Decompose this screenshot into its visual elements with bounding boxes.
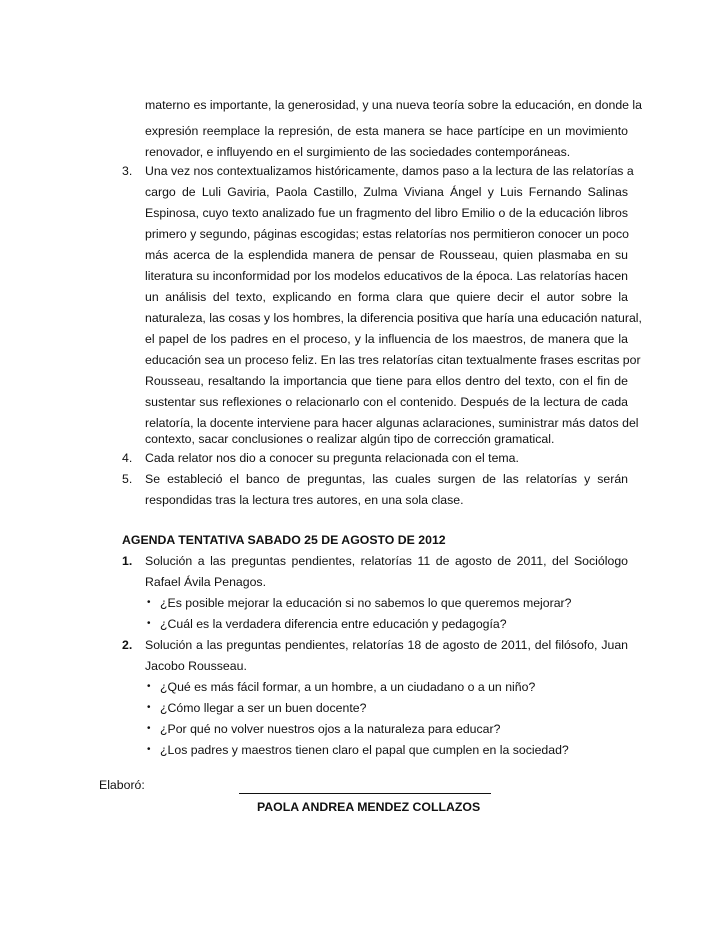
item-3-line: Rousseau, resaltando la importancia que tiene para ellos dentro del texto, con el fin de	[145, 374, 628, 388]
agenda-item-1-line: Rafael Ávila Penagos.	[145, 575, 266, 589]
item-3-line: Espinosa, cuyo texto analizado fue un fragmento del libro Emilio o de la educación libros	[145, 206, 628, 220]
bullet-icon: •	[147, 744, 151, 755]
item-number: 4.	[122, 451, 133, 465]
agenda-question: ¿Cómo llegar a ser un buen docente?	[160, 701, 367, 715]
item-5-line: Se estableció el banco de preguntas, las cuales surgen de las relatorías y serán	[145, 472, 628, 486]
item-3-line: primero y segundo, páginas escogidas; estas relatorías nos permitieron conocer un poco	[145, 227, 629, 241]
agenda-item-1-line: Solución a las preguntas pendientes, relatorías 11 de agosto de 2011, del Sociólogo	[145, 554, 628, 568]
item-4-line: Cada relator nos dio a conocer su pregunta relacionada con el tema.	[145, 451, 519, 465]
bullet-icon: •	[147, 681, 151, 692]
agenda-question: ¿Por qué no volver nuestros ojos a la naturaleza para educar?	[160, 722, 501, 736]
item-3-line: educación sea un proceso feliz. En las tres relatorías citan textualmente frases escritas por	[145, 353, 641, 367]
item-number: 5.	[122, 472, 133, 486]
item-5-line: respondidas tras la lectura tres autores, en una sola clase.	[145, 493, 464, 507]
bullet-icon: •	[147, 597, 151, 608]
item-number: 3.	[122, 164, 133, 178]
bullet-icon: •	[147, 702, 151, 713]
agenda-item-2-line: Jacobo Rousseau.	[145, 659, 247, 673]
item-3-line: un análisis del texto, explicando en forma clara que quiere decir el autor sobre la	[145, 290, 628, 304]
agenda-item-number: 1.	[122, 554, 133, 568]
item-3-line: literatura su inconformidad por los modelos educativos de la época. Las relatorías hacen	[145, 269, 628, 283]
agenda-question: ¿Qué es más fácil formar, a un hombre, a un ciudadano o a un niño?	[160, 680, 536, 694]
item-3-line: sustentar sus reflexiones o relacionarlo con el contenido. Después de la lectura de cada	[145, 395, 628, 409]
elaboro-label: Elaboró:	[99, 778, 145, 792]
agenda-question: ¿Es posible mejorar la educación si no sabemos lo que queremos mejorar?	[160, 596, 572, 610]
item-3-line: relatoría, la docente interviene para hacer algunas aclaraciones, suministrar más datos del	[145, 416, 639, 430]
item-3-line: más acerca de la esplendida manera de pensar de Rousseau, quien plasmaba en su	[145, 248, 628, 262]
agenda-heading: AGENDA TENTATIVA SABADO 25 DE AGOSTO DE 2012	[122, 533, 446, 547]
agenda-item-number: 2.	[122, 638, 133, 652]
item-3-line: contexto, sacar conclusiones o realizar algún tipo de corrección gramatical.	[145, 432, 555, 446]
item-3-line: Una vez nos contextualizamos históricamente, damos paso a la lectura de las relatorías a	[145, 164, 634, 178]
signature-line	[239, 793, 491, 794]
signature-name: PAOLA ANDREA MENDEZ COLLAZOS	[257, 800, 481, 814]
bullet-icon: •	[147, 723, 151, 734]
continuation-line: renovador, e influyendo en el surgimiento de las sociedades contemporáneas.	[145, 145, 571, 159]
continuation-line: materno es importante, la generosidad, y una nueva teoría sobre la educación, en donde la	[145, 98, 642, 112]
item-3-line: el papel de los padres en el proceso, y la influencia de los maestros, de manera que la	[145, 332, 628, 346]
agenda-question: ¿Los padres y maestros tienen claro el papal que cumplen en la sociedad?	[160, 743, 569, 757]
item-3-line: naturaleza, las cosas y los hombres, la diferencia positiva que haría una educación natural,	[145, 311, 642, 325]
agenda-question: ¿Cuál es la verdadera diferencia entre educación y pedagogía?	[160, 617, 507, 631]
continuation-line: expresión reemplace la represión, de esta manera se hace partícipe en un movimiento	[145, 124, 628, 138]
item-3-line: cargo de Luli Gaviria, Paola Castillo, Zulma Viviana Ángel y Luis Fernando Salinas	[145, 185, 628, 199]
agenda-item-2-line: Solución a las preguntas pendientes, relatorías 18 de agosto de 2011, del filósofo, Juan	[145, 638, 628, 652]
bullet-icon: •	[147, 618, 151, 629]
